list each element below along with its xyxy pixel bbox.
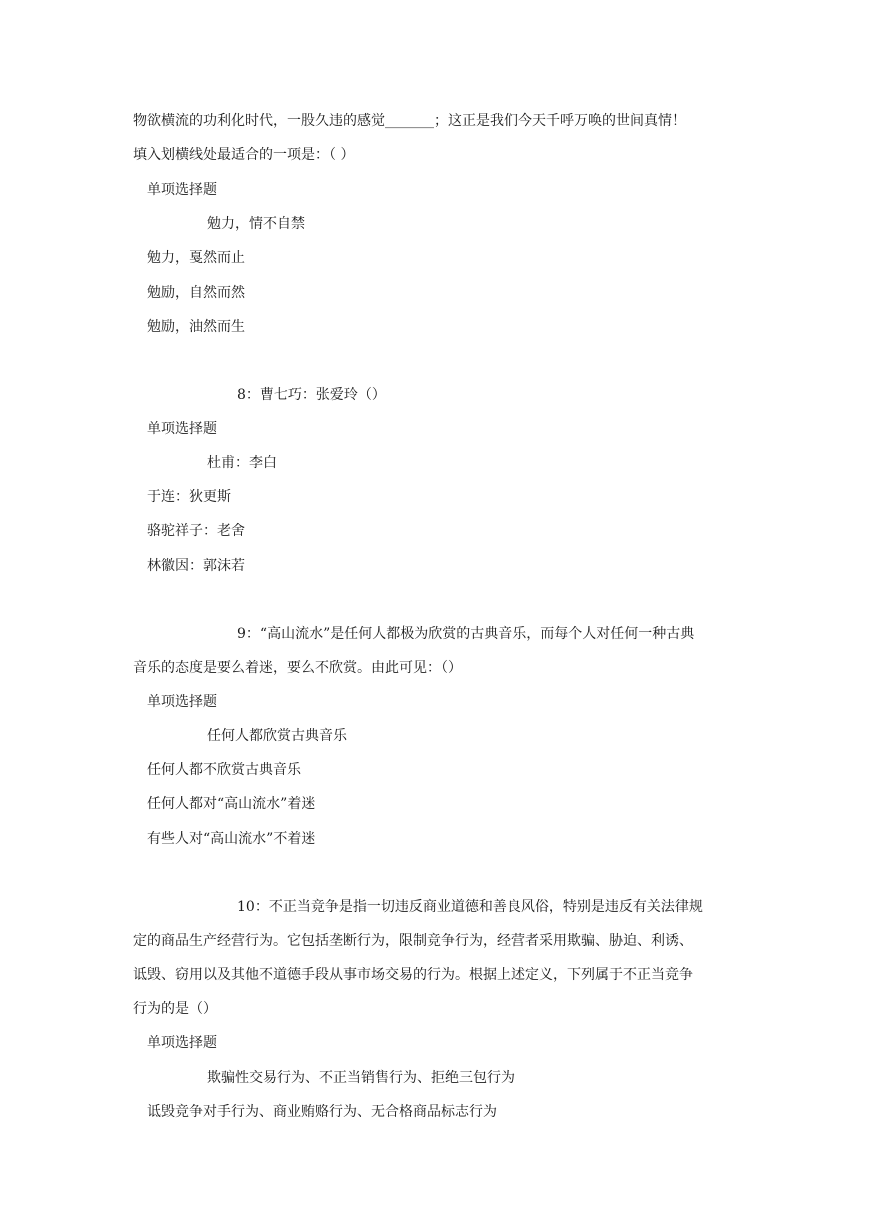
question-text: 定的商品生产经营行为。它包括垄断行为，限制竞争行为，经营者采用欺骗、胁迫、利诱、: [133, 933, 693, 949]
question-text: 8：曹七巧：张爱玲（）: [237, 387, 386, 403]
option-b[interactable]: 诋毁竞争对手行为、商业贿赂行为、无合格商品标志行为: [147, 1104, 497, 1120]
option-a[interactable]: 勉力，情不自禁: [207, 216, 305, 232]
option-d[interactable]: 有些人对“高山流水”不着迷: [147, 831, 316, 847]
option-b[interactable]: 任何人都不欣赏古典音乐: [147, 762, 301, 778]
option-d[interactable]: 勉励，油然而生: [147, 319, 245, 335]
question-text: 填入划横线处最适合的一项是：（ ）: [133, 147, 355, 163]
question-type-label: 单项选择题: [147, 421, 217, 437]
question-text: 物欲横流的功利化时代，一股久违的感觉_______；这正是我们今天千呼万唤的世间真情！: [133, 113, 686, 129]
option-b[interactable]: 于连：狄更斯: [147, 489, 231, 505]
question-text: 行为的是（）: [133, 1001, 217, 1017]
question-text: 10：不正当竞争是指一切违反商业道德和善良风俗，特别是违反有关法律规: [237, 899, 703, 915]
option-c[interactable]: 任何人都对“高山流水”着迷: [147, 796, 316, 812]
option-d[interactable]: 林徽因：郭沫若: [147, 558, 245, 574]
question-type-label: 单项选择题: [147, 694, 217, 710]
option-a[interactable]: 杜甫：李白: [207, 455, 277, 471]
option-c[interactable]: 骆驼祥子：老舍: [147, 523, 245, 539]
question-type-label: 单项选择题: [147, 182, 217, 198]
option-a[interactable]: 任何人都欣赏古典音乐: [207, 728, 347, 744]
question-text: 音乐的态度是要么着迷，要么不欣赏。由此可见：（）: [133, 660, 462, 676]
question-type-label: 单项选择题: [147, 1035, 217, 1051]
option-b[interactable]: 勉力，戛然而止: [147, 250, 245, 266]
question-text: 9：“高山流水”是任何人都极为欣赏的古典音乐，而每个人对任何一种古典: [237, 626, 695, 642]
question-text: 诋毁、窃用以及其他不道德手段从事市场交易的行为。根据上述定义，下列属于不正当竞争: [133, 967, 693, 983]
option-a[interactable]: 欺骗性交易行为、不正当销售行为、拒绝三包行为: [207, 1070, 515, 1086]
option-c[interactable]: 勉励，自然而然: [147, 285, 245, 301]
